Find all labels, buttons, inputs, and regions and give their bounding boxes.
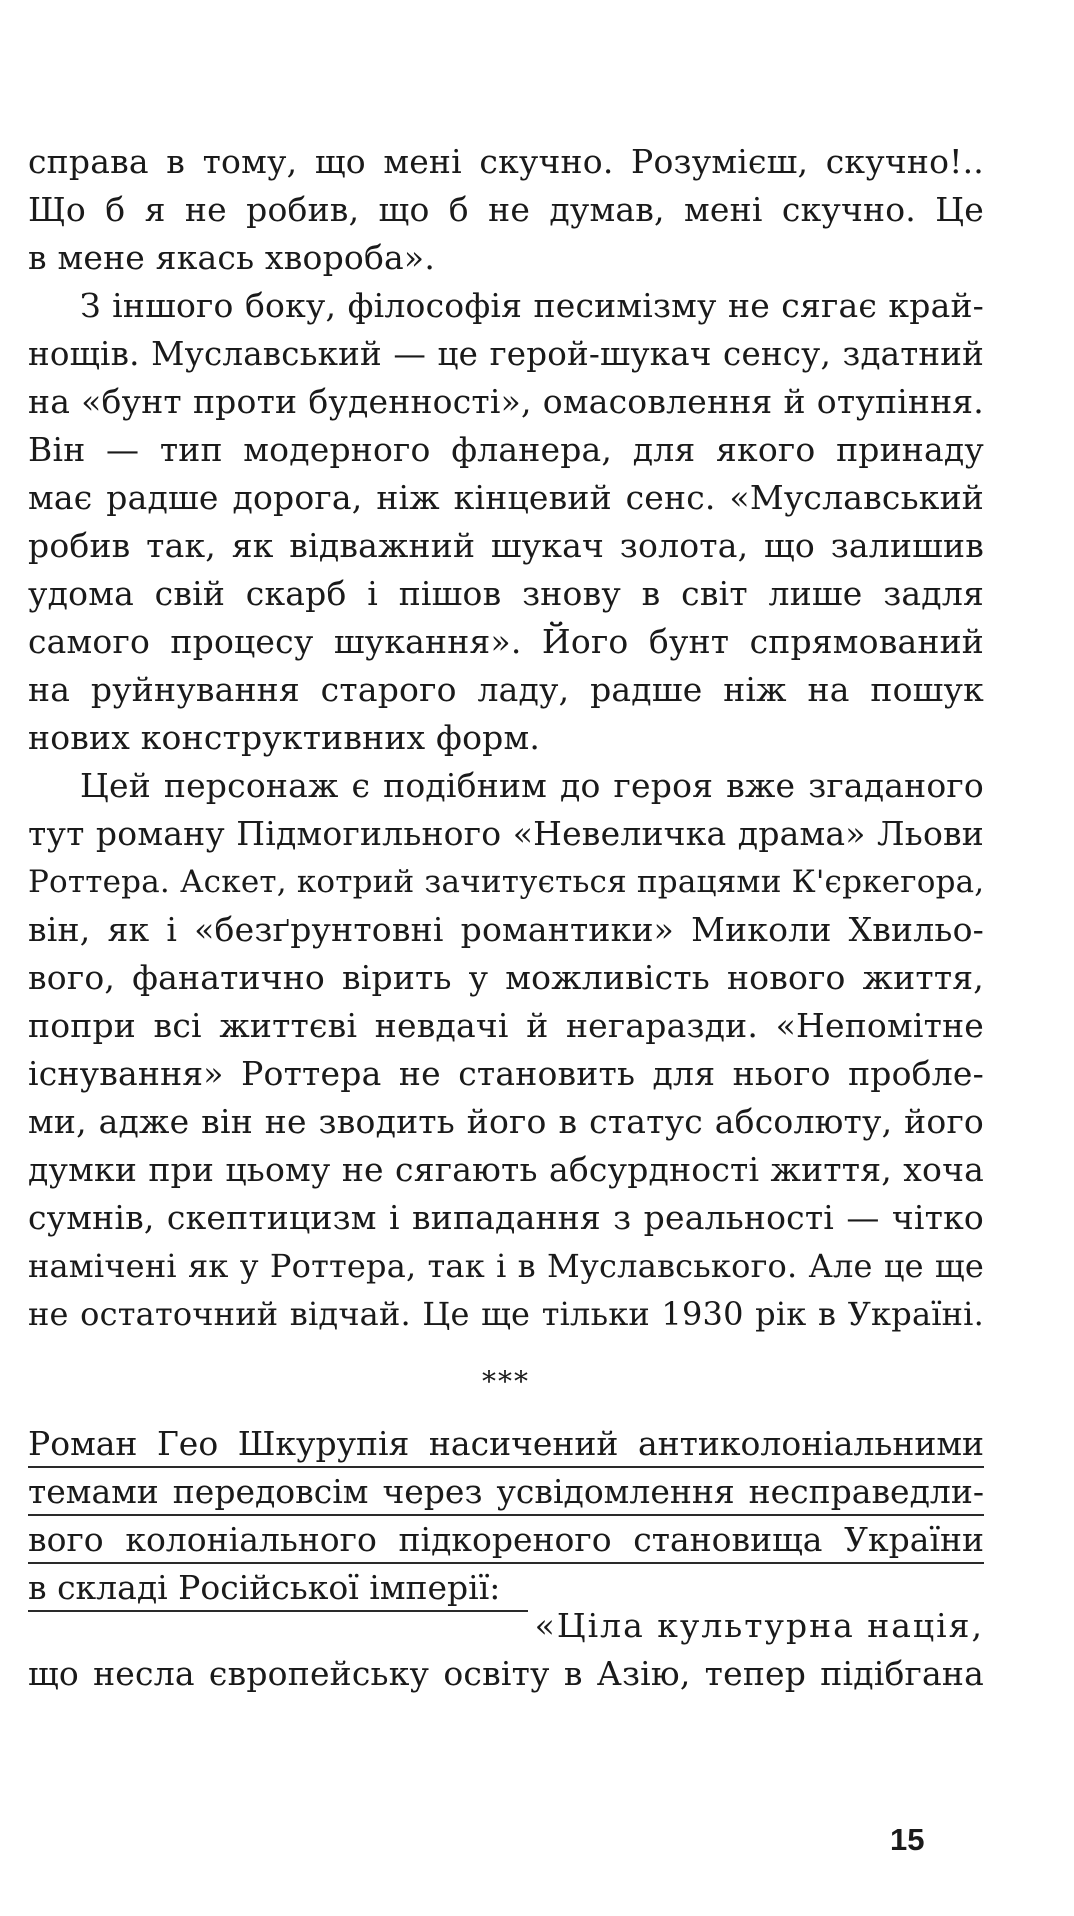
text-line: Роттера. Аскет, котрий зачитується працями К'єркегора, <box>28 864 985 900</box>
underlined-line: темами передовсім через усвідомлення несправедли- <box>28 1468 984 1516</box>
text-line: сумнів, скептицизм і випадання з реальності — чітко <box>28 1198 984 1237</box>
text-line: не остаточний відчай. Це ще тільки 1930 рік в Україні. <box>28 1295 984 1333</box>
page-number: 15 <box>890 1822 925 1857</box>
text-line: Він — тип модерного фланера, для якого принаду <box>28 430 984 469</box>
text-line: на руйнування старого ладу, радше ніж на пошук <box>28 670 984 709</box>
text-line: попри всі життєві невдачі й негаразди. «Непомітне <box>28 1006 984 1045</box>
text-line: З іншого боку, філософія песимізму не сягає край- <box>80 286 984 325</box>
text-line: справа в тому, що мені скучно. Розумієш, скучно!.. <box>28 142 984 181</box>
text-line: Цей персонаж є подібним до героя вже згаданого <box>80 766 984 805</box>
text-line: самого процесу шукання». Його бунт спрямований <box>28 622 984 661</box>
underlined-line: в складі Російської імперії: <box>28 1564 528 1612</box>
quote-line: що несла європейську освіту в Азію, тепер підібгана <box>28 1654 984 1693</box>
text-line: робив так, як відважний шукач золота, що залишив <box>28 526 984 565</box>
text-line: нових конструктивних форм. <box>28 718 541 757</box>
text-line: існування» Роттера не становить для нього пробле- <box>28 1054 984 1093</box>
quote-line: «Ціла культурна нація, <box>534 1606 984 1645</box>
paragraph-3 <box>28 762 984 1338</box>
text-line: він, як і «безґрунтовні романтики» Миколи Хвильо- <box>28 910 984 949</box>
page-body <box>28 138 985 1693</box>
section-separator: *** <box>482 1365 530 1398</box>
text-line: вого, фанатично вірить у можливість нового життя, <box>28 958 984 997</box>
underlined-line: Роман Гео Шкурупія насичений антиколоніальними <box>28 1420 984 1468</box>
paragraph-2 <box>28 282 984 762</box>
text-line: нощів. Муславський — це герой-шукач сенсу, здатний <box>28 335 984 373</box>
paragraph-1 <box>28 138 984 282</box>
text-line: намічені як у Роттера, так і в Муславського. Але це ще <box>28 1247 984 1285</box>
quote <box>28 1602 984 1698</box>
text-line: має радше дорога, ніж кінцевий сенс. «Муславський <box>28 478 984 517</box>
text-line: Що б я не робив, що б не думав, мені скучно. Це <box>28 190 984 229</box>
underlined-passage <box>28 1420 984 1612</box>
text-line: на «бунт проти буденності», омасовлення й отупіння. <box>28 382 984 421</box>
text-line: удома свій скарб і пішов знову в світ лише задля <box>28 574 984 613</box>
text-line: в мене якась хвороба». <box>28 238 436 277</box>
text-line: думки при цьому не сягають абсурдності життя, хоча <box>28 1150 984 1189</box>
text-line: ми, адже він не зводить його в статус абсолюту, його <box>28 1102 984 1141</box>
underlined-line: вого колоніального підкореного становища України <box>28 1516 984 1564</box>
text-line: тут роману Підмогильного «Невеличка драма» Льови <box>28 814 984 853</box>
